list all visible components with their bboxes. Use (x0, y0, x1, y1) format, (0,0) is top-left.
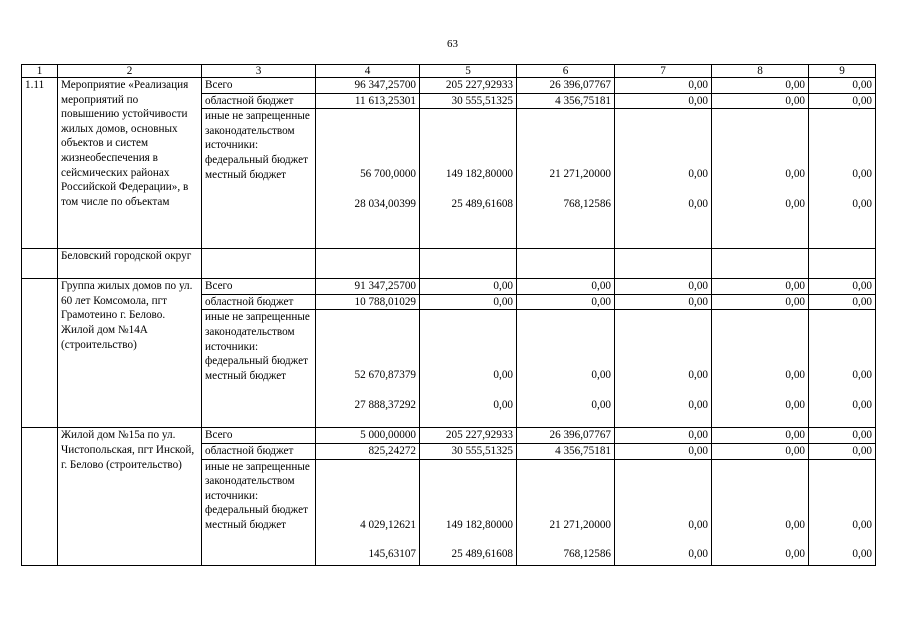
value-cell: 30 555,51325 (420, 93, 517, 109)
federal-value: 149 182,80000 (445, 518, 513, 531)
page-number: 63 (447, 38, 458, 50)
value-cell: 0,00 (712, 279, 809, 295)
source-cell (202, 310, 316, 428)
value-cell: 0,00 (517, 279, 615, 295)
source-cell: областной бюджет (202, 443, 316, 459)
value-cell: 205 227,92933 (420, 78, 517, 94)
other-sources-label: иные не запрещенные законодательством источники: (205, 311, 310, 353)
value-cell (517, 459, 615, 565)
value-cell: 11 613,25301 (316, 93, 420, 109)
value-cell: 0,00 (809, 78, 876, 94)
source-cell: областной бюджет (202, 93, 316, 109)
local-value: 0,00 (785, 197, 805, 210)
federal-value: 0,00 (852, 369, 872, 382)
value-cell (712, 459, 809, 565)
local-value: 0,00 (591, 398, 611, 411)
local-value: 0,00 (688, 548, 708, 561)
local-value: 0,00 (688, 197, 708, 210)
col-header: 4 (316, 65, 420, 78)
item-code (22, 279, 58, 428)
local-budget-label: местный бюджет (205, 518, 287, 531)
value-cell: 0,00 (615, 279, 712, 295)
value-cell: 26 396,07767 (517, 78, 615, 94)
value-cell: 0,00 (712, 93, 809, 109)
local-value: 0,00 (785, 548, 805, 561)
local-value: 25 489,61608 (451, 548, 513, 561)
federal-value: 0,00 (688, 518, 708, 531)
empty-cell (809, 249, 876, 279)
federal-value: 4 029,12621 (360, 518, 416, 531)
col-header: 3 (202, 65, 316, 78)
local-value: 25 489,61608 (451, 197, 513, 210)
item-code: 1.11 (22, 78, 58, 249)
empty-cell (420, 249, 517, 279)
table-row (22, 78, 876, 94)
value-cell: 0,00 (712, 428, 809, 444)
federal-value: 0,00 (591, 369, 611, 382)
federal-value: 21 271,20000 (549, 168, 611, 181)
value-cell (517, 310, 615, 428)
value-cell: 30 555,51325 (420, 443, 517, 459)
col-header: 7 (615, 65, 712, 78)
local-value: 768,12586 (563, 548, 611, 561)
value-cell: 0,00 (615, 443, 712, 459)
value-cell (316, 109, 420, 249)
source-cell: Всего (202, 428, 316, 444)
section-row (22, 249, 876, 279)
value-cell: 0,00 (420, 279, 517, 295)
federal-value: 0,00 (688, 369, 708, 382)
federal-budget-label: федеральный бюджет (205, 153, 308, 166)
empty-cell (316, 249, 420, 279)
federal-value: 52 670,87379 (354, 369, 416, 382)
local-value: 0,00 (688, 398, 708, 411)
value-cell: 0,00 (615, 294, 712, 310)
value-cell: 96 347,25700 (316, 78, 420, 94)
value-cell: 0,00 (420, 294, 517, 310)
value-cell: 825,24272 (316, 443, 420, 459)
federal-value: 0,00 (852, 518, 872, 531)
item-name: Жилой дом №15а по ул. Чистопольская, пгт Инской, г. Белово (строительство) (58, 428, 202, 565)
other-sources-label: иные не запрещенные законодательством источники: (205, 110, 310, 152)
federal-value: 149 182,80000 (445, 168, 513, 181)
local-value: 0,00 (785, 398, 805, 411)
table-row (22, 428, 876, 444)
value-cell: 205 227,92933 (420, 428, 517, 444)
local-value: 145,63107 (368, 548, 416, 561)
value-cell (316, 459, 420, 565)
local-value: 0,00 (852, 398, 872, 411)
value-cell: 5 000,00000 (316, 428, 420, 444)
empty-cell (615, 249, 712, 279)
local-value: 28 034,00399 (354, 197, 416, 210)
local-value: 768,12586 (563, 197, 611, 210)
empty-cell (22, 249, 58, 279)
value-cell (809, 109, 876, 249)
federal-value: 21 271,20000 (549, 518, 611, 531)
value-cell: 0,00 (809, 443, 876, 459)
value-cell: 0,00 (615, 428, 712, 444)
value-cell: 0,00 (517, 294, 615, 310)
item-name: Мероприятие «Реализация мероприятий по повышению устойчивости жилых домов, основных объектов и систем жизнеобеспечения в сейсмических районах Российской Федерации», в том числе по объектам (58, 78, 202, 249)
item-code (22, 428, 58, 565)
empty-cell (517, 249, 615, 279)
value-cell (712, 109, 809, 249)
federal-budget-label: федеральный бюджет (205, 355, 308, 368)
source-cell: Всего (202, 279, 316, 295)
header-row (22, 65, 876, 78)
value-cell (615, 459, 712, 565)
value-cell (420, 109, 517, 249)
local-budget-label: местный бюджет (205, 369, 287, 382)
value-cell (809, 459, 876, 565)
value-cell: 0,00 (809, 294, 876, 310)
other-sources-label: иные не запрещенные законодательством источники: (205, 460, 310, 502)
value-cell: 0,00 (712, 78, 809, 94)
federal-value: 0,00 (852, 168, 872, 181)
federal-value: 0,00 (785, 518, 805, 531)
value-cell: 10 788,01029 (316, 294, 420, 310)
value-cell (712, 310, 809, 428)
source-cell: Всего (202, 78, 316, 94)
budget-table (21, 64, 876, 566)
local-value: 0,00 (852, 548, 872, 561)
local-value: 27 888,37292 (354, 398, 416, 411)
section-label: Беловский городской округ (58, 249, 202, 279)
source-cell (202, 109, 316, 249)
col-header: 5 (420, 65, 517, 78)
value-cell: 0,00 (712, 443, 809, 459)
value-cell (517, 109, 615, 249)
value-cell (809, 310, 876, 428)
table-row (22, 279, 876, 295)
value-cell: 4 356,75181 (517, 443, 615, 459)
col-header: 1 (22, 65, 58, 78)
empty-cell (202, 249, 316, 279)
col-header: 8 (712, 65, 809, 78)
value-cell: 91 347,25700 (316, 279, 420, 295)
value-cell: 26 396,07767 (517, 428, 615, 444)
value-cell: 0,00 (615, 78, 712, 94)
value-cell: 4 356,75181 (517, 93, 615, 109)
value-cell: 0,00 (712, 294, 809, 310)
col-header: 6 (517, 65, 615, 78)
value-cell (316, 310, 420, 428)
empty-cell (712, 249, 809, 279)
value-cell (615, 310, 712, 428)
federal-value: 0,00 (785, 369, 805, 382)
value-cell: 0,00 (809, 93, 876, 109)
item-name: Группа жилых домов по ул. 60 лет Комсомола, пгт Грамотеино г. Белово. Жилой дом №14А (строительство) (58, 279, 202, 428)
value-cell (615, 109, 712, 249)
col-header: 2 (58, 65, 202, 78)
local-value: 0,00 (493, 398, 513, 411)
value-cell (420, 310, 517, 428)
value-cell (420, 459, 517, 565)
federal-budget-label: федеральный бюджет (205, 504, 308, 517)
col-header: 9 (809, 65, 876, 78)
source-cell: областной бюджет (202, 294, 316, 310)
source-cell (202, 459, 316, 565)
federal-value: 0,00 (688, 168, 708, 181)
federal-value: 0,00 (785, 168, 805, 181)
value-cell: 0,00 (809, 428, 876, 444)
local-budget-label: местный бюджет (205, 168, 287, 181)
value-cell: 0,00 (615, 93, 712, 109)
local-value: 0,00 (852, 197, 872, 210)
federal-value: 56 700,0000 (360, 168, 416, 181)
value-cell: 0,00 (809, 279, 876, 295)
federal-value: 0,00 (493, 369, 513, 382)
